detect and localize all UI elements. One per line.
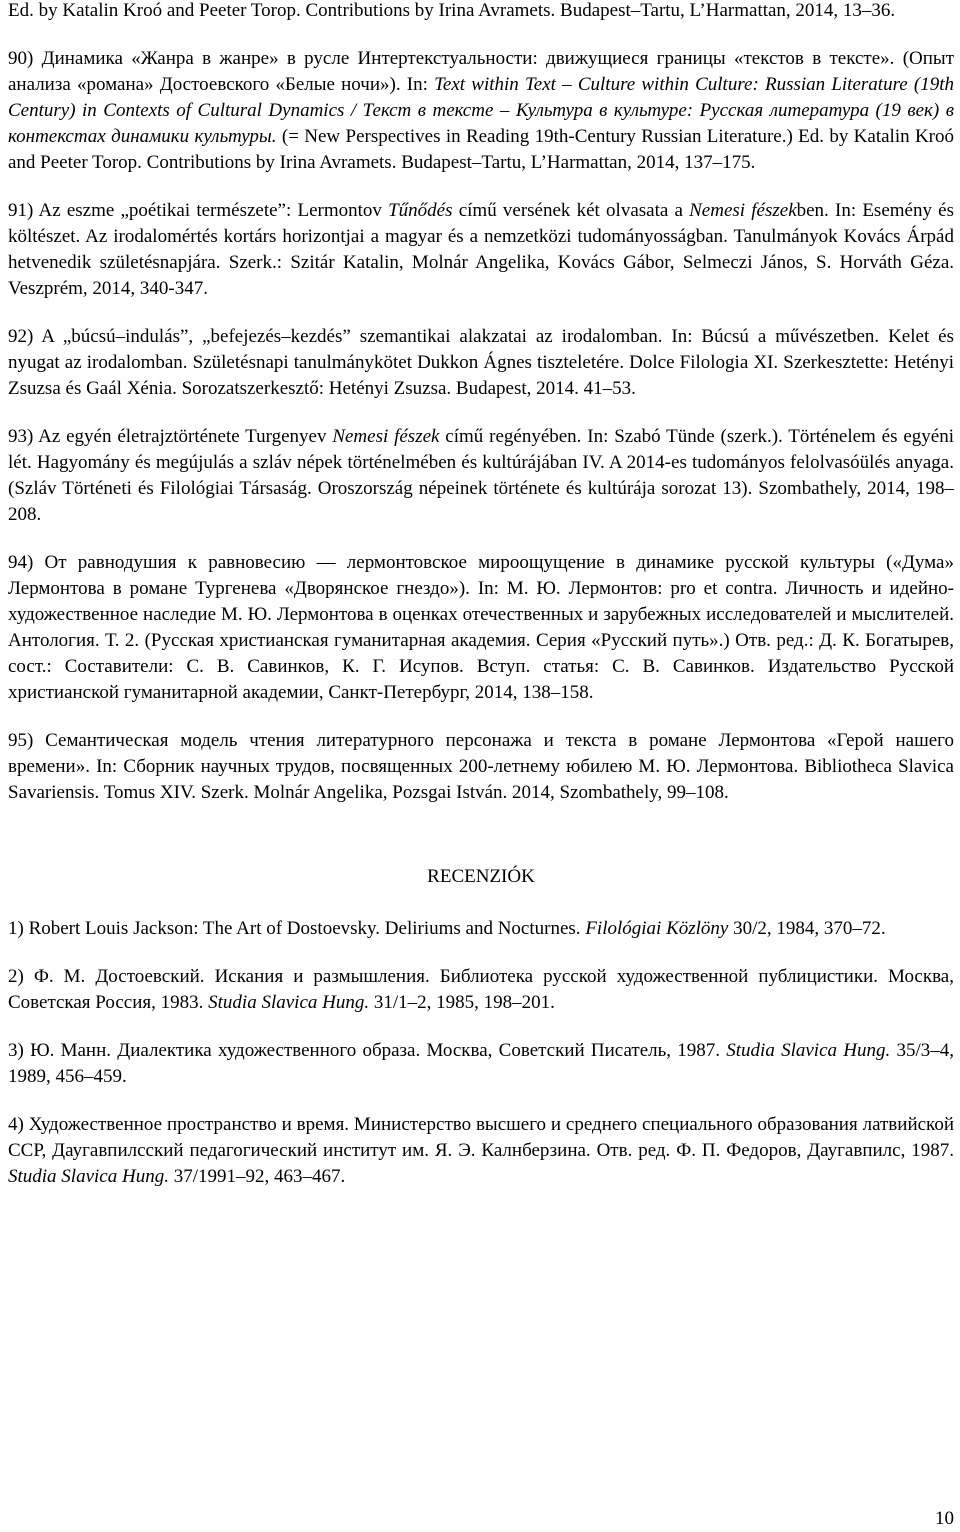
citation-text: 91) Az eszme „poétikai természete”: Lermontov	[8, 200, 389, 221]
page-content	[8, 0, 954, 1212]
citation-text: 3) Ю. Манн. Диалектика художественного образа. Москва, Советский Писатель, 1987.	[8, 1040, 727, 1061]
citation-text: 4) Художественное пространство и время. Министерство высшего и среднего специального образования латвийской ССР, Даугавпилсский педагогический институт им. Я. Э. Калнберзина. Отв. ред. Ф. П. Федоров, Даугавпилс, 1987.	[8, 1114, 954, 1161]
citation-text: című versének két olvasata a	[452, 200, 690, 221]
citation-text: 93) Az egyén életrajztörténete Turgenyev	[8, 426, 333, 447]
citation-text: 37/1991–92, 463–467.	[168, 1166, 346, 1187]
citation-text: 35/3–4, 1989, 456–459.	[8, 1040, 954, 1087]
citation-text: 2) Ф. М. Достоевский. Искания и размышления. Библиотека русской художественной публицистики. Москва, Советская Россия, 1983.	[8, 966, 954, 1013]
citation-text: 94) От равнодушия к равновесию — лермонтовское мироощущение в динамике русской культуры («Дума» Лермонтова в романе Тургенева «Дворянское гнездо»). In: М. Ю. Лермонтов: pro et contra. Личность и идейно-художественное наследие М. Ю. Лермонтова в оценках отечественных и зарубежных исследователей и мыслителей. Антология. Т. 2. (Русская христианская гуманитарная академия. Серия «Русский путь».) Отв. ред.: Д. К. Богатырев, сост.: Составители: С. В. Савинков, К. Г. Исупов. Вступ. статья: С. В. Савинков. Издательство Русской христианской гуманитарной академии, Санкт-Петербург, 2014, 138–158.	[8, 552, 954, 703]
citation-text: 92) A „búcsú–indulás”, „befejezés–kezdés” szemantikai alakzatai az irodalomban. In: Búcsú a művészetben. Kelet és nyugat az irodalomban. Születésnapi tanulmánykötet Dukkon Ágnes tiszteletére. Dolce Filologia XI. Szerkesztette: Hetényi Zsuzsa és Gaál Xénia. Sorozatszerkesztő: Hetényi Zsuzsa. Budapest, 2014. 41–53.	[8, 326, 954, 399]
italic-title-text: Tűnődés	[388, 200, 453, 221]
bibliography-entry	[8, 550, 954, 706]
italic-title-text: Studia Slavica Hung.	[8, 1166, 169, 1187]
citation-text: ben. In: Esemény és költészet. Az irodalomértés kortárs horizontjai a magyar és a nemzetközi tudományosságban. Tanulmányok Kovács Árpád hetvenedik születésnapjára. Szerk.: Szitár Katalin, Molnár Angelika, Kovács Gábor, Selmeczi János, S. Horváth Géza. Veszprém, 2014, 340-347.	[8, 200, 954, 299]
citation-text: 90) Динамика «Жанра в жанре» в русле Интертекстуальности: движущиеся границы «текстов в тексте». (Опыт анализа «романа» Достоевского «Белые ночи»). In:	[8, 48, 954, 95]
italic-title-text: Nemesi fészek	[689, 200, 797, 221]
italic-title-text: Filológiai Közlöny	[585, 918, 729, 939]
bibliography-entry	[8, 0, 954, 24]
bibliography-entry	[8, 198, 954, 302]
citation-text: 30/2, 1984, 370–72.	[728, 918, 886, 939]
italic-title-text: Studia Slavica Hung.	[208, 992, 370, 1013]
review-entry	[8, 1112, 954, 1190]
citation-text: 31/1–2, 1985, 198–201.	[369, 992, 555, 1013]
bibliography-entry	[8, 46, 954, 176]
bibliography-entry	[8, 324, 954, 402]
citation-text: (= New Perspectives in Reading 19th-Century Russian Literature.) Ed. by Katalin Kroó and Peeter Torop. Contributions by Irina Avramets. Budapest–Tartu, L’Harmattan, 2014, 137–175.	[8, 126, 955, 173]
italic-title-text: Nemesi fészek	[332, 426, 440, 447]
section-heading-reviews: RECENZIÓK	[427, 866, 535, 887]
review-entry	[8, 964, 954, 1016]
review-list	[8, 916, 954, 1190]
citation-text: 95) Семантическая модель чтения литературного персонажа и текста в романе Лермонтова «Герой нашего времени». In: Сборник научных трудов, посвященных 200-летнему юбилею М. Ю. Лермонтова. Bibliotheca Slavica Savariensis. Tomus XIV. Szerk. Molnár Angelika, Pozsgai István. 2014, Szombathely, 99–108.	[8, 730, 954, 803]
review-entry	[8, 1038, 954, 1090]
italic-title-text: Text within Text – Culture within Culture: Russian Literature (19th Century) in Contexts of Cultural Dynamics / Текст в тексте – Культура в культуре: Русская литература (19 век) в контекстах динамики культуры.	[8, 74, 954, 147]
citation-text: Ed. by Katalin Kroó and Peeter Torop. Contributions by Irina Avramets. Budapest–Tartu, L’Harmattan, 2014, 13–36.	[8, 0, 896, 21]
review-entry	[8, 916, 954, 942]
publication-list	[8, 0, 954, 806]
citation-text: 1) Robert Louis Jackson: The Art of Dostoevsky. Deliriums and Nocturnes.	[8, 918, 586, 939]
italic-title-text: Studia Slavica Hung.	[726, 1040, 891, 1061]
bibliography-entry	[8, 728, 954, 806]
citation-text: című regényében. In: Szabó Tünde (szerk.). Történelem és egyéni lét. Hagyomány és megújulás a szláv népek történelmében és kultúrájában IV. A 2014-es tudományos felolvasóülés anyaga. (Szláv Történeti és Filológiai Társaság. Oroszország népeinek története és kultúrája sorozat 13). Szombathely, 2014, 198–208.	[8, 426, 954, 525]
bibliography-entry	[8, 424, 954, 528]
page-number: 10	[935, 1508, 954, 1529]
